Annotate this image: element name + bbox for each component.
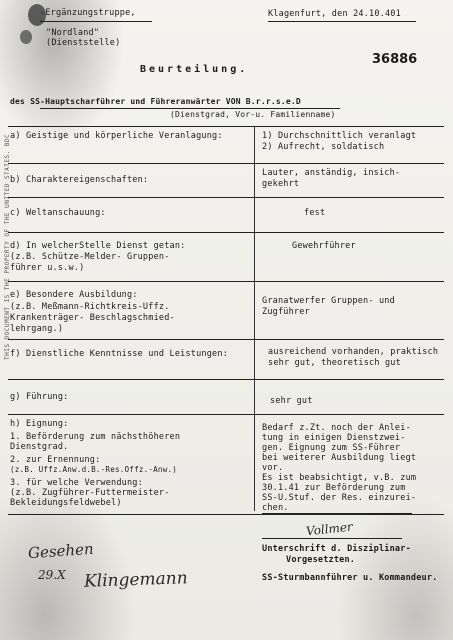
row-divider — [8, 232, 444, 233]
row-c-answer-1: fest — [304, 208, 326, 218]
row-h-label-3: Dienstgrad. — [10, 442, 69, 452]
row-a-answer-1: 1) Durchschnittlich veranlagt — [262, 131, 417, 141]
row-h-label-1: h) Eignung: — [10, 419, 69, 429]
row-h-label-6: 3. für welche Verwendung: — [10, 478, 143, 488]
row-f-label: f) Dienstliche Kenntnisse und Leistungen: — [10, 349, 229, 359]
row-divider — [8, 379, 444, 380]
row-h-label-8: Bekleidungsfeldwebel) — [10, 498, 122, 508]
row-e-label-4: lehrgang.) — [10, 324, 64, 334]
unit-line: -Ergänzungstruppe, — [40, 8, 136, 18]
row-h-answer-7: 30.1.41 zur Beförderung zum — [262, 483, 406, 493]
row-h-answer-6: Es ist beabsichtigt, v.B. zum — [262, 473, 417, 483]
row-h-answer-9: chen. — [262, 503, 289, 513]
row-e-answer-1: Granatwerfer Gruppen- und — [262, 296, 395, 306]
unit-underline — [40, 21, 152, 22]
signature-line-3: SS-Sturmbannführer u. Kommandeur. — [262, 573, 438, 583]
row-h-label-5: (z.B. Uffz.Anw.d.B.-Res.Offz.-Anw.) — [10, 465, 178, 474]
unit-label: (Dienststelle) — [46, 38, 121, 48]
row-h-answer-2: tung in einigen Dienstzwei- — [262, 433, 406, 443]
row-divider — [8, 514, 444, 515]
row-b-answer-1: Lauter, anständig, insich- — [262, 168, 401, 178]
margin-stamp: THIS DOCUMENT IS THE PROPERTY OF THE UNITED STATES. BDC — [4, 133, 11, 360]
row-divider — [8, 197, 444, 198]
signature-line-2: Vorgesetzten. — [286, 555, 356, 565]
row-divider — [8, 163, 444, 164]
row-h-answer-8: SS-U.Stuf. der Res. einzurei- — [262, 493, 417, 503]
subject-underline — [40, 108, 340, 109]
row-h-answer-5: vor. — [262, 463, 284, 473]
row-e-answer-2: Zugführer — [262, 307, 310, 317]
handwritten-date: 29.X — [38, 568, 66, 582]
commander-signature: Vollmer — [305, 519, 354, 539]
document-number: 36886 — [372, 52, 418, 67]
row-divider — [8, 339, 444, 340]
row-f-answer-1: ausreichend vorhanden, praktisch — [268, 347, 439, 357]
place-date-underline — [268, 21, 416, 22]
handwritten-seen: Gesehen — [27, 539, 95, 563]
row-divider — [8, 126, 444, 127]
page-title: Beurteilung. — [140, 64, 249, 75]
row-c-label: c) Weltanschauung: — [10, 208, 106, 218]
row-divider — [8, 414, 444, 415]
row-h-label-4: 2. zur Ernennung: — [10, 455, 101, 465]
signature-line-1: Unterschrift d. Disziplinar- — [262, 544, 411, 554]
row-a-answer-2: 2) Aufrecht, soldatisch — [262, 142, 385, 152]
row-f-answer-2: sehr gut, theoretisch gut — [268, 358, 401, 368]
subject-line: des SS-Hauptscharführer und Führeranwärter VON B.r.r.s.e.D — [10, 97, 301, 106]
row-e-label-3: Krankenträger- Beschlagschmied- — [10, 313, 175, 323]
row-d-label-2: (z.B. Schütze-Melder- Gruppen- — [10, 252, 170, 262]
row-h-answer-3: gen. Eignung zum SS-Führer — [262, 443, 401, 453]
row-e-label-2: (z.B. Meßmann-Richtkreis-Uffz. — [10, 302, 170, 312]
handwritten-name: Klingemann — [83, 568, 188, 592]
ink-blot — [20, 30, 32, 44]
row-d-label-3: führer u.s.w.) — [10, 263, 85, 273]
row-b-answer-2: gekehrt — [262, 179, 300, 189]
row-e-label-1: e) Besondere Ausbildung: — [10, 290, 138, 300]
row-divider — [8, 281, 444, 282]
row-h-label-7: (z.B. Zugführer-Futtermeister- — [10, 488, 170, 498]
subject-sub: (Dienstgrad, Vor-u. Familienname) — [170, 110, 336, 119]
row-g-label: g) Führung: — [10, 392, 69, 402]
row-d-answer-1: Gewehrführer — [292, 241, 356, 251]
row-h-answer-4: bei weiterer Ausbildung liegt — [262, 453, 417, 463]
column-divider — [254, 126, 255, 511]
row-d-label-1: d) In welcherStelle Dienst getan: — [10, 241, 186, 251]
row-a-label: a) Geistige und körperliche Veranlagung: — [10, 131, 223, 141]
signature-underline — [262, 538, 402, 539]
row-b-label: b) Charaktereigenschaften: — [10, 175, 149, 185]
row-h-answer-1: Bedarf z.Zt. noch der Anlei- — [262, 423, 411, 433]
unit-line-2: "Nordland" — [46, 28, 100, 38]
row-g-answer-1: sehr gut — [270, 396, 313, 406]
place-date: Klagenfurt, den 24.10.401 — [268, 9, 401, 19]
row-h-label-2: 1. Beförderung zum nächsthöheren — [10, 432, 181, 442]
